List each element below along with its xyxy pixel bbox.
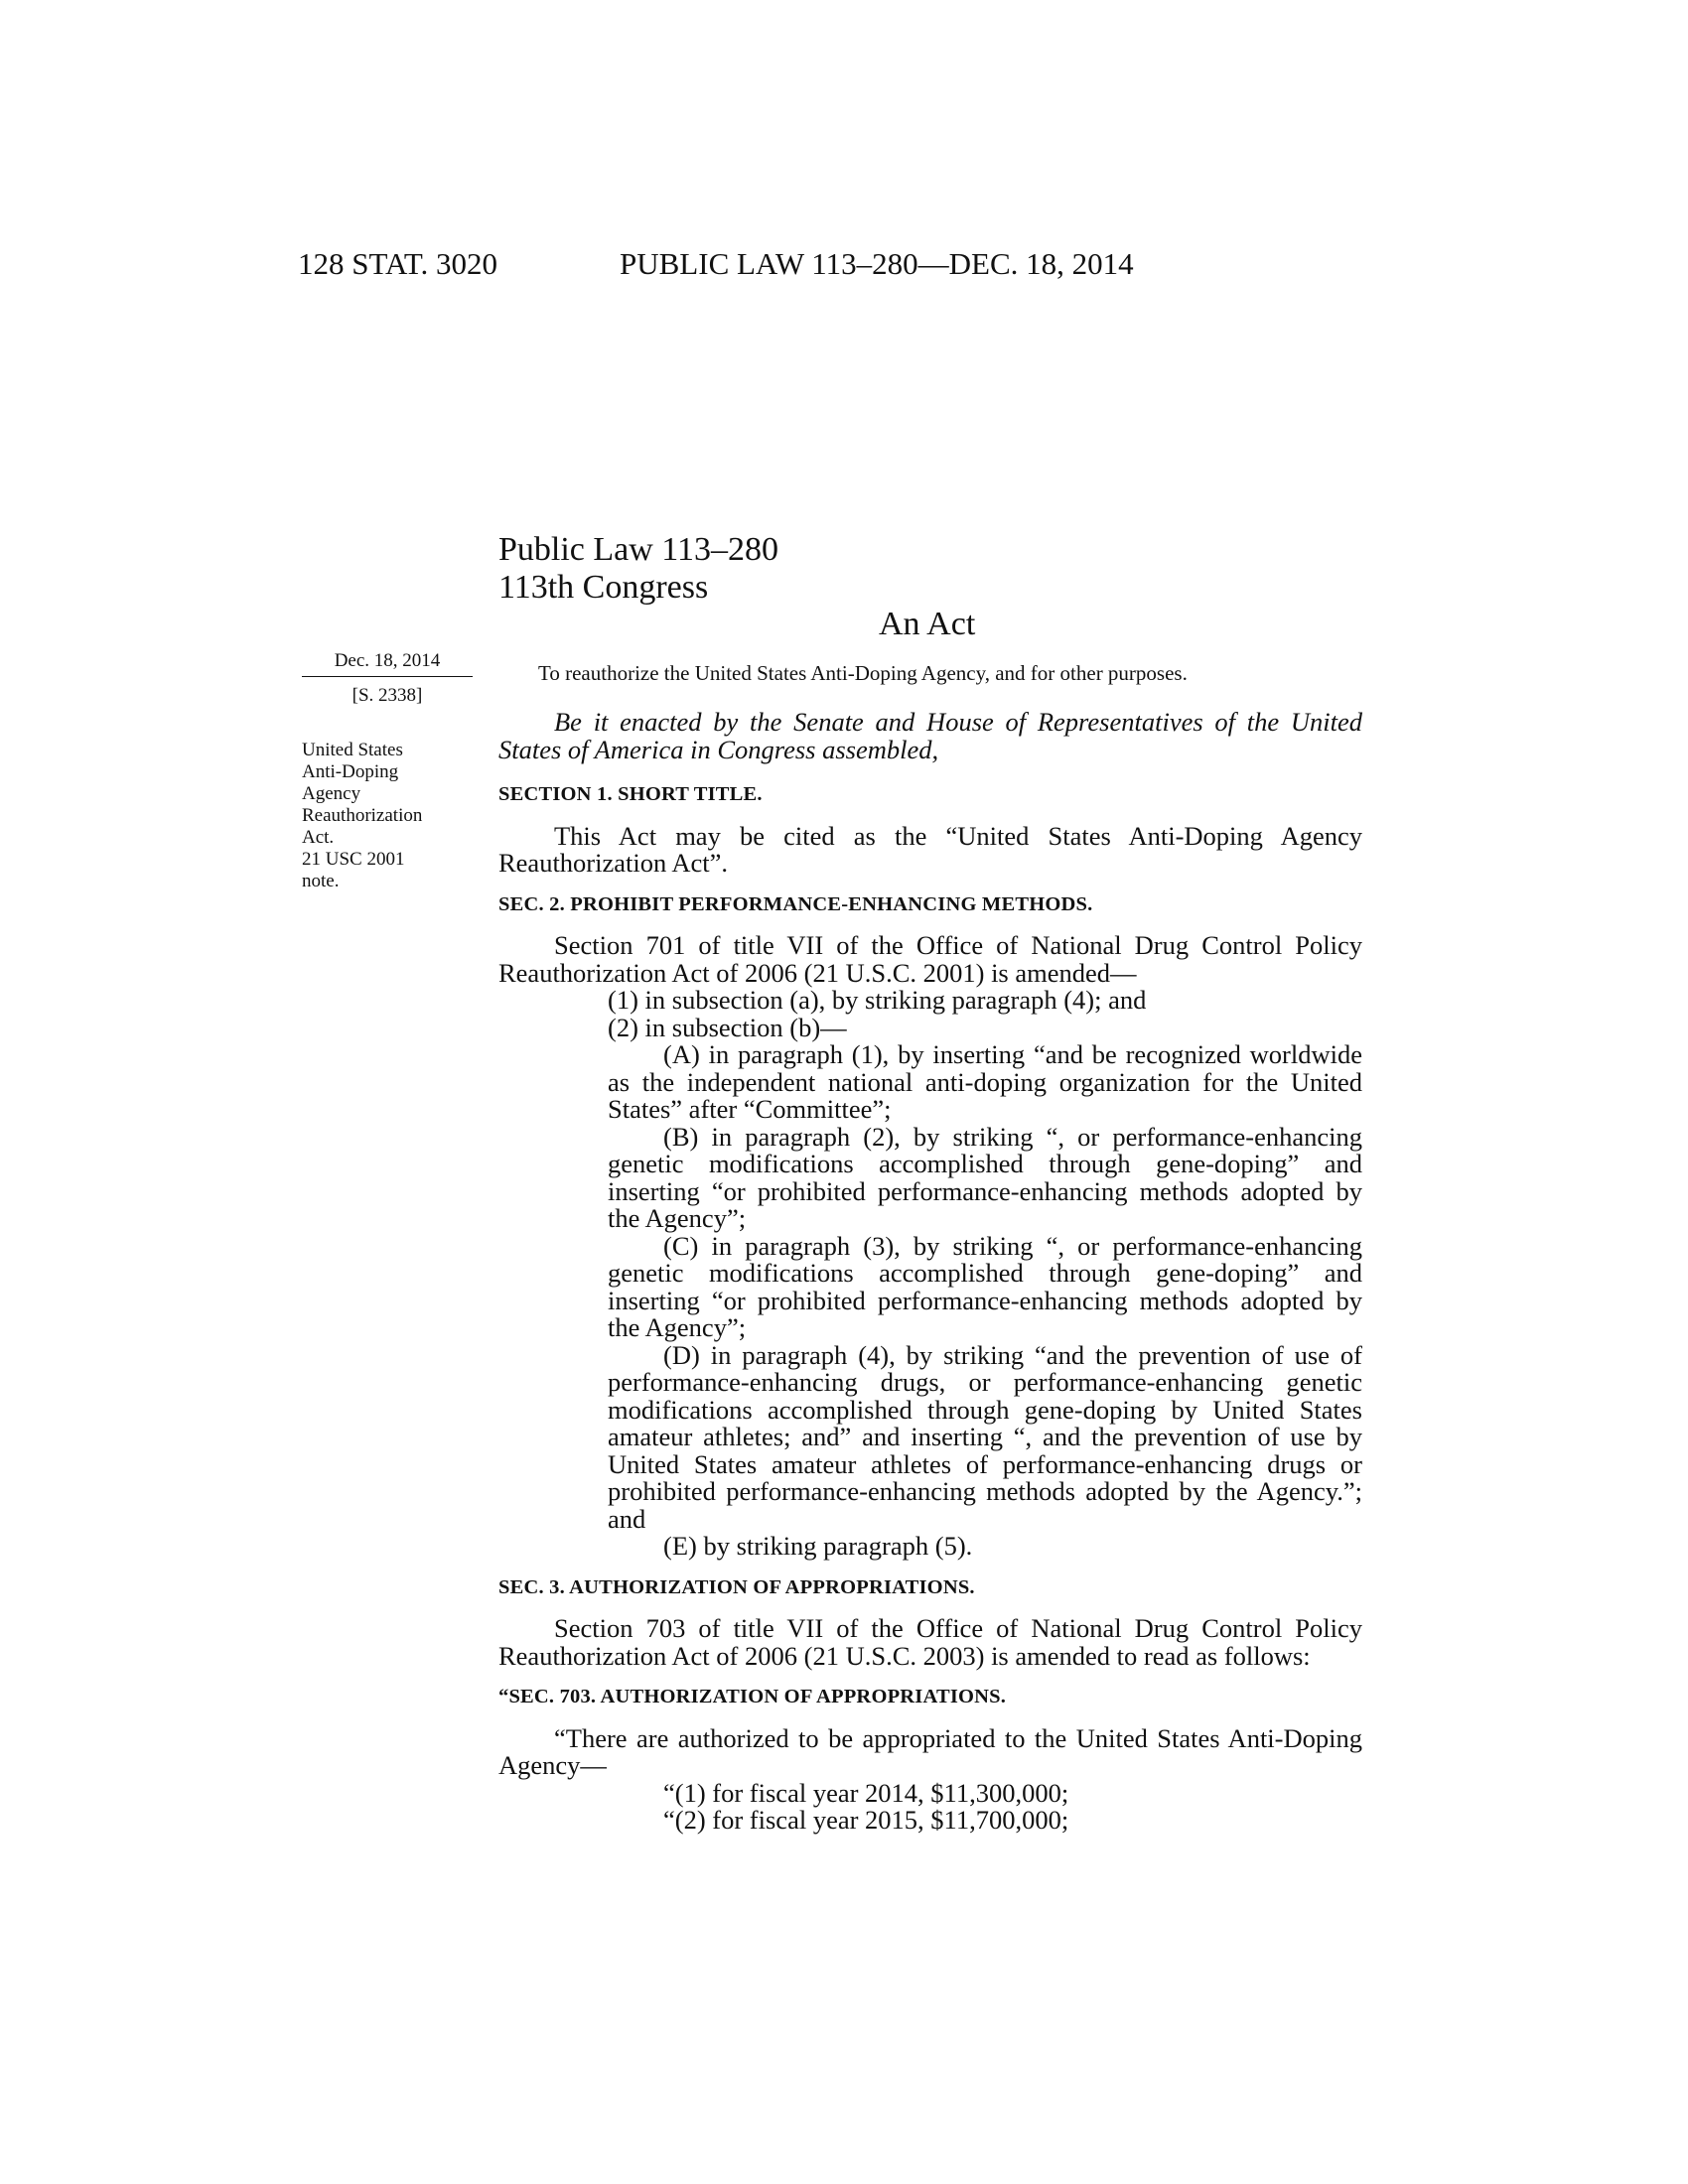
paragraph: (1) in subsection (a), by striking paragraph (4); and xyxy=(608,985,1147,1015)
margin-note-line: note. xyxy=(302,871,340,891)
margin-note-line: 21 USC 2001 xyxy=(302,849,405,870)
section-heading: SEC. 3. AUTHORIZATION OF APPROPRIATIONS. xyxy=(498,1575,975,1598)
section-heading: SEC. 2. PROHIBIT PERFORMANCE-ENHANCING METHODS. xyxy=(498,892,1093,915)
act-heading: An Act xyxy=(879,606,976,642)
subparagraph: (C) in paragraph (3), by striking “, or performance-enhancing genetic modifications accomplished through gene-doping” and inserting “or prohibited performance-enhancing methods adopted by the Agency”; xyxy=(608,1230,1362,1342)
subparagraph: (B) in paragraph (2), by striking “, or performance-enhancing genetic modifications accomplished through gene-doping” and inserting “or prohibited performance-enhancing methods adopted by the Agency”; xyxy=(608,1121,1362,1233)
congress-number: 113th Congress xyxy=(498,569,709,606)
margin-note-line: Anti-Doping xyxy=(302,761,399,782)
margin-bill-number: [S. 2338] xyxy=(352,685,423,706)
enacting-clause: Be it enacted by the Senate and House of Representatives of the United States of America in Congress assembled, xyxy=(498,707,1362,764)
margin-date: Dec. 18, 2014 xyxy=(302,650,473,677)
long-title: To reauthorize the United States Anti-Doping Agency, and for other purposes. xyxy=(538,661,1188,685)
paragraph: This Act may be cited as the “United States Anti-Doping Agency Reauthorization Act”. xyxy=(498,820,1362,878)
section-heading: “SEC. 703. AUTHORIZATION OF APPROPRIATIONS. xyxy=(498,1686,1007,1707)
paragraph: (2) in subsection (b)— xyxy=(608,1012,847,1042)
body-text xyxy=(498,709,1362,1835)
public-law-number: Public Law 113–280 xyxy=(498,531,779,568)
margin-note-line: United States xyxy=(302,740,403,760)
subparagraph: (E) by striking paragraph (5). xyxy=(663,1531,973,1561)
subparagraph: (A) in paragraph (1), by inserting “and be recognized worldwide as the independent national anti-doping organization for the United States” after “Committee”; xyxy=(608,1039,1362,1124)
margin-note-line: Act. xyxy=(302,827,335,848)
running-header: PUBLIC LAW 113–280—DEC. 18, 2014 xyxy=(620,246,1134,281)
subparagraph: (D) in paragraph (4), by striking “and the prevention of use of performance-enhancing drugs, or performance-enhancing genetic modifications accomplished through gene-doping by United States amateur athletes; and” and inserting “, and the prevention of use by United States amateur athletes of performance-enhancing drugs or prohibited performance-enhancing methods adopted by the Agency.”; and xyxy=(608,1339,1362,1534)
margin-note xyxy=(302,740,481,892)
paragraph: “(2) for fiscal year 2015, $11,700,000; xyxy=(663,1805,1069,1835)
margin-note-line: Agency xyxy=(302,783,361,804)
paragraph: “There are authorized to be appropriated to the United States Anti-Doping Agency— xyxy=(498,1722,1362,1780)
paragraph: Section 703 of title VII of the Office of National Drug Control Policy Reauthorization Act of 2006 (21 U.S.C. 2003) is amended to read as follows: xyxy=(498,1613,1362,1671)
paragraph: Section 701 of title VII of the Office of National Drug Control Policy Reauthorization Act of 2006 (21 U.S.C. 2001) is amended— xyxy=(498,930,1362,988)
stat-citation: 128 STAT. 3020 xyxy=(298,246,498,281)
section-heading: SECTION 1. SHORT TITLE. xyxy=(498,783,763,805)
margin-note-line: Reauthorization xyxy=(302,805,423,826)
paragraph: “(1) for fiscal year 2014, $11,300,000; xyxy=(663,1777,1069,1808)
